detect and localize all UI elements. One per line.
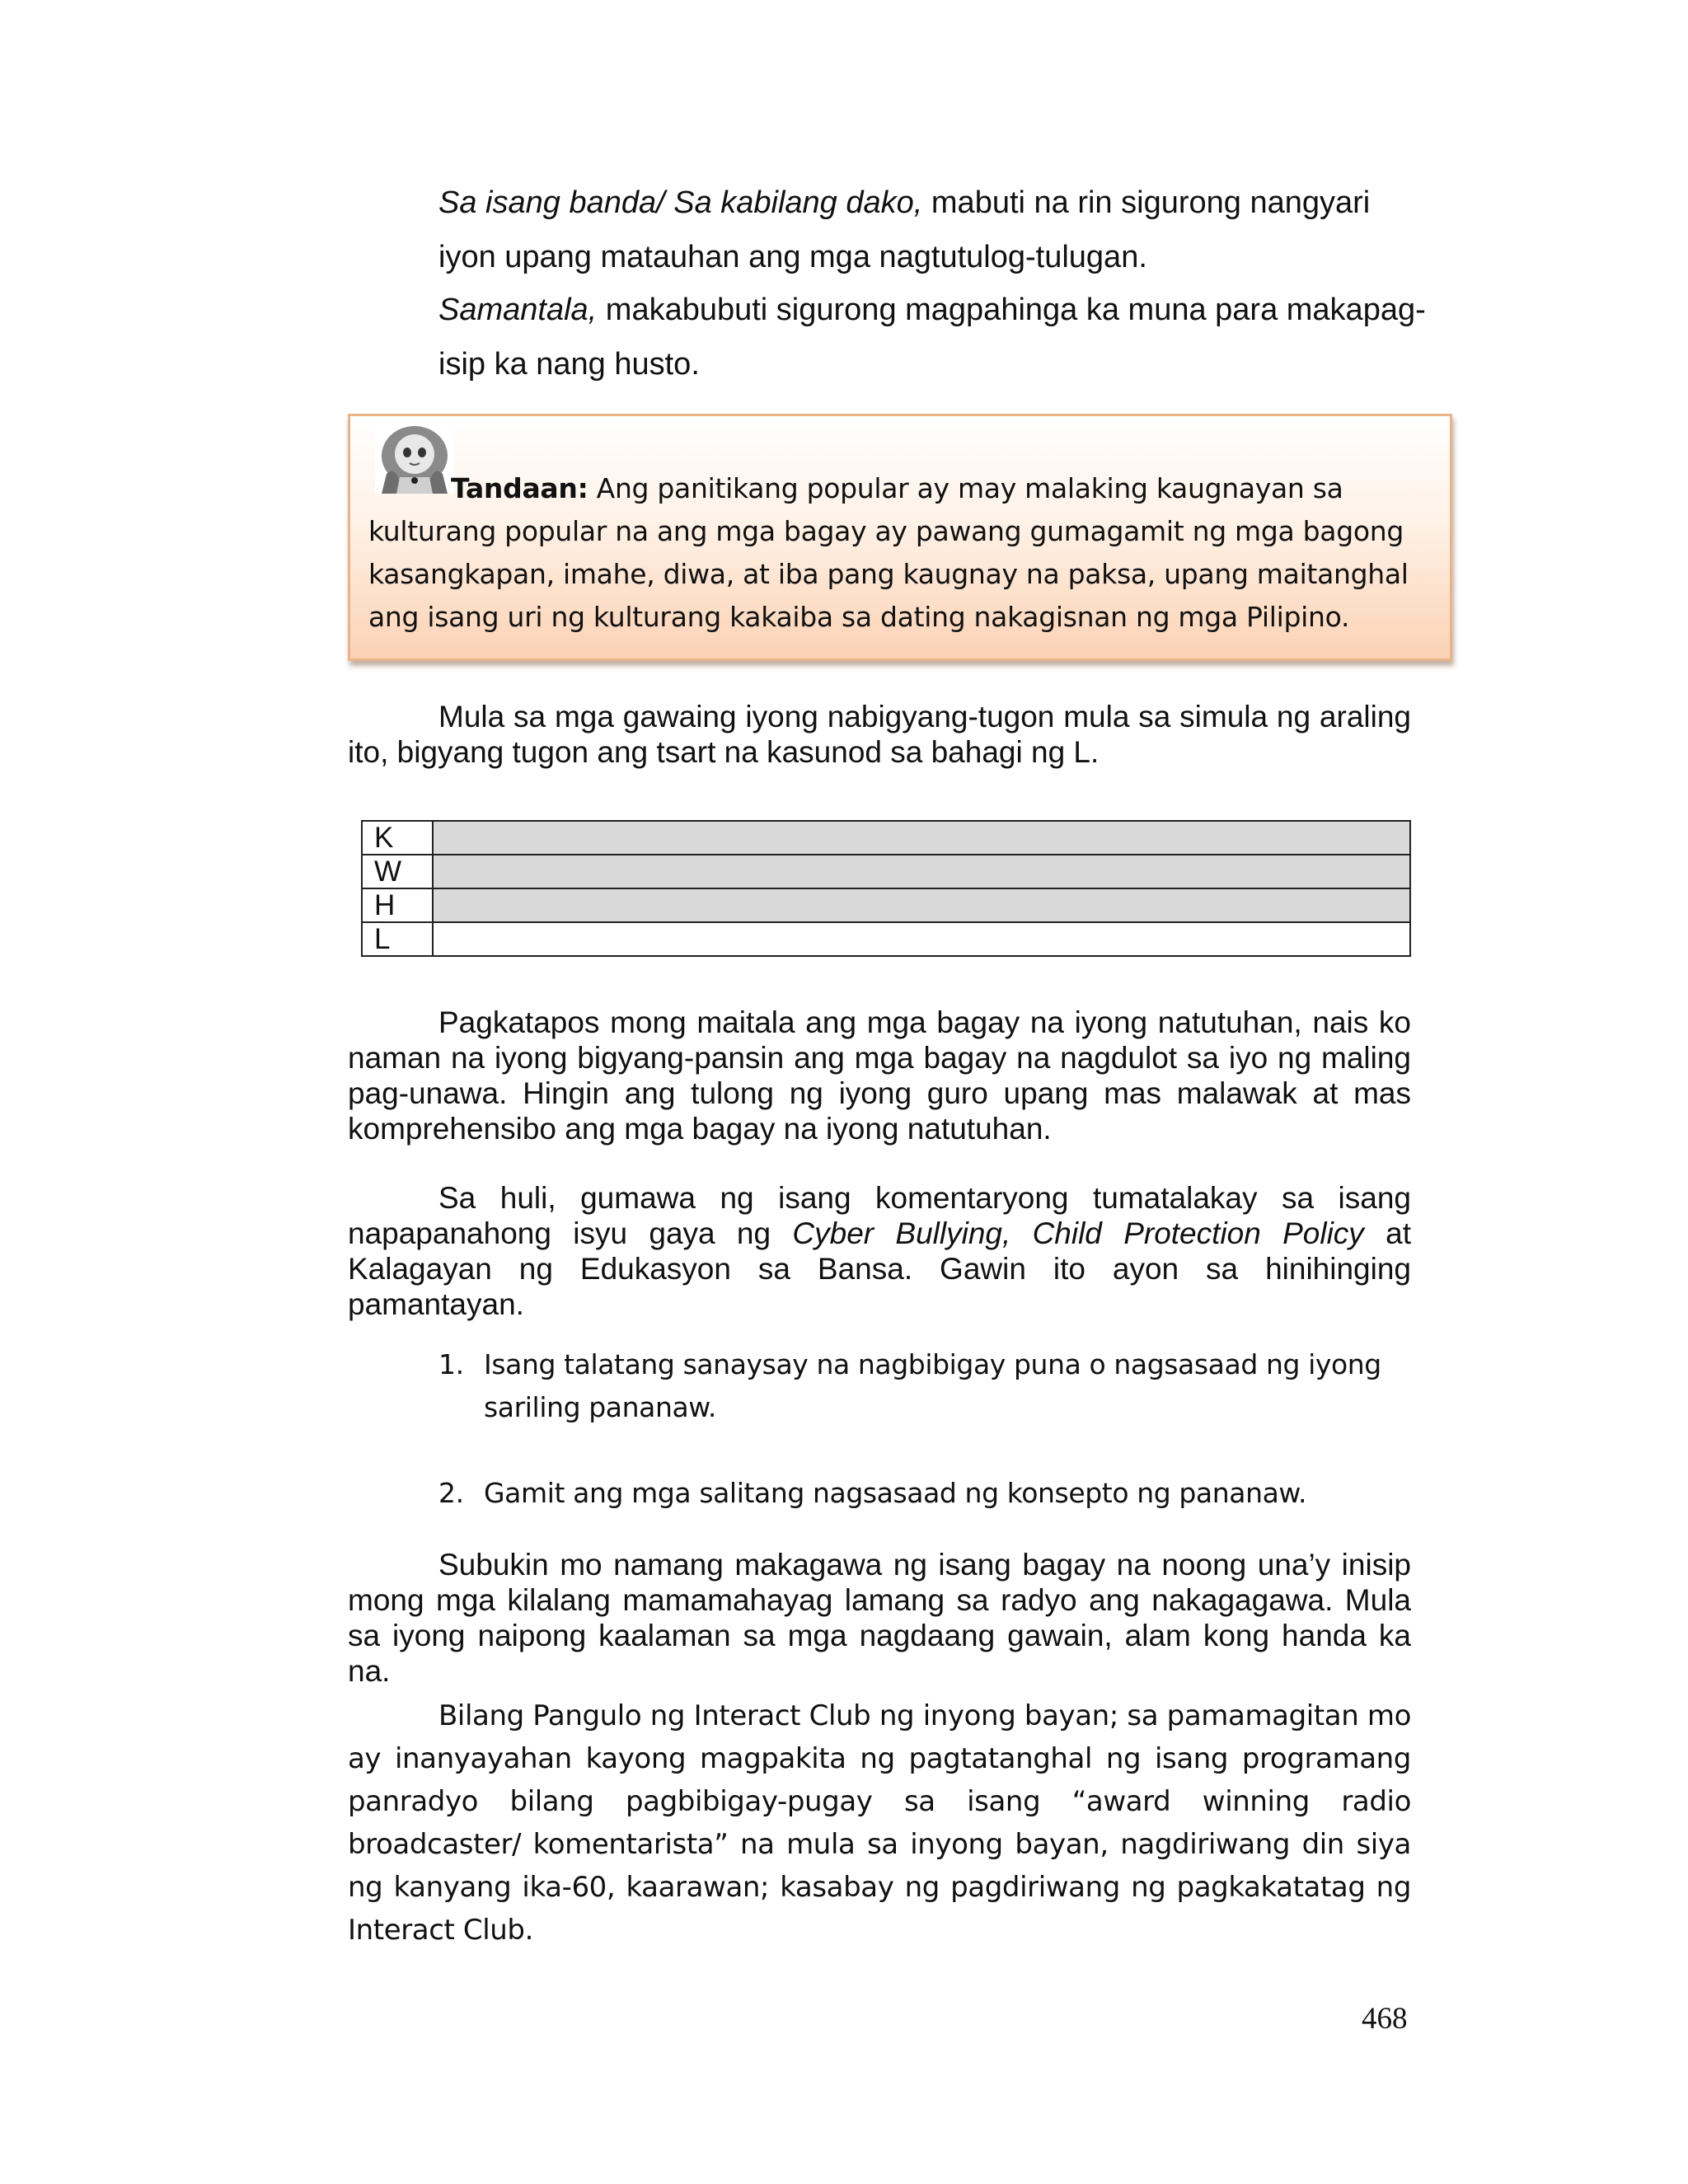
- paragraph-sa-huli-text-1: Sa huli, gumawa ng isang komentaryong tumatalakay sa isang napapanahong isyu gaya ng: [348, 1181, 1411, 1250]
- paragraph-mula: [348, 699, 1411, 770]
- paragraph-subukin: [348, 1547, 1411, 1689]
- tandaan-line-1: [368, 467, 1440, 510]
- list-item-2-number: 2.: [438, 1477, 464, 1509]
- intro-line-3: [438, 293, 1426, 328]
- paragraph-subukin-text: Subukin mo namang makagawa ng isang bagay na noong una’y inisip mong mga kilalang mamamahayag lamang sa radyo ang nakagagawa. Mula sa iyong naipong kaalaman sa mga nagdaang gawain, alam kong handa ka na.: [348, 1548, 1411, 1688]
- intro-line-1-italic: Sa isang banda/ Sa kabilang dako,: [438, 185, 923, 220]
- tandaan-label: Tandaan:: [451, 472, 588, 504]
- kwhl-chart: [361, 820, 1411, 957]
- kwhl-cell-k: [433, 821, 1410, 855]
- paragraph-mula-text: Mula sa mga gawaing iyong nabigyang-tugon mula sa simula ng araling ito, bigyang tugon ang tsart na kasunod sa bahagi ng L.: [348, 700, 1411, 769]
- kwhl-label-w: W: [362, 855, 433, 888]
- paragraph-sa-huli-text-2: at Kalagayan ng Edukasyon sa Bansa. Gawin ito ayon sa hinihinging pamantayan.: [348, 1216, 1411, 1321]
- kwhl-label-k: K: [362, 821, 433, 855]
- kwhl-label-h: H: [362, 888, 433, 922]
- intro-line-3-italic: Samantala,: [438, 293, 598, 327]
- paragraph-sa-huli: [348, 1180, 1411, 1322]
- list-item-2-text: Gamit ang mga salitang nagsasaad ng konsepto ng pananaw.: [484, 1477, 1307, 1509]
- list-item-1-number: 1.: [438, 1348, 464, 1380]
- tandaan-text: [368, 467, 1440, 639]
- tandaan-line-1-text: Ang panitikang popular ay may malaking kaugnayan sa: [596, 472, 1343, 504]
- paragraph-pagkatapos: [348, 1005, 1411, 1146]
- paragraph-sa-huli-italic: Cyber Bullying, Child Protection Policy: [792, 1216, 1364, 1250]
- kwhl-row-w: [362, 855, 1410, 888]
- paragraph-bilang-pangulo-text: Bilang Pangulo ng Interact Club ng inyong bayan; sa pamamagitan mo ay inanyayahan kayong magpakita ng pagtatanghal ng isang programang panradyo bilang pagbibigay-pugay sa isang “award winning radio broadcaster/ komentarista” na mula sa inyong bayan, nagdiriwang din siya ng kanyang ika-60, kaarawan; kasabay ng pagdiriwang ng pagkakatatag ng Interact Club.: [348, 1699, 1411, 1947]
- tandaan-box: [348, 414, 1452, 661]
- intro-line-1: [438, 186, 1411, 221]
- tandaan-line-2: kulturang popular na ang mga bagay ay pawang gumagamit ng mga bagong: [368, 515, 1404, 547]
- kwhl-row-k: [362, 821, 1410, 855]
- intro-line-1-text: mabuti na rin sigurong nangyari: [922, 185, 1371, 220]
- kwhl-cell-h: [433, 888, 1410, 922]
- kwhl-row-l: [362, 922, 1410, 956]
- paragraph-bilang-pangulo: [348, 1694, 1411, 1952]
- tandaan-line-3: kasangkapan, imahe, diwa, at iba pang kaugnay na paksa, upang maitanghal: [368, 558, 1409, 590]
- intro-line-3-text: makabubuti sigurong magpahinga ka muna para makapag-: [597, 293, 1426, 327]
- kwhl-cell-w: [433, 855, 1410, 888]
- intro-line-2: iyon upang matauhan ang mga nagtutulog-tulugan.: [438, 240, 1147, 274]
- intro-line-4: isip ka nang husto.: [438, 347, 700, 382]
- kwhl-label-l: L: [362, 922, 433, 956]
- kwhl-cell-l: [433, 922, 1410, 956]
- paragraph-pagkatapos-text: Pagkatapos mong maitala ang mga bagay na iyong natutuhan, nais ko naman na iyong bigyang-pansin ang mga bagay na nagdulot sa iyo ng maling pag-unawa. Hingin ang tulong ng iyong guro upang mas malawak at mas komprehensibo ang mga bagay na iyong natutuhan.: [348, 1005, 1411, 1146]
- kwhl-row-h: [362, 888, 1410, 922]
- tandaan-line-4: ang isang uri ng kulturang kakaiba sa dating nakagisnan ng mga Pilipino.: [368, 601, 1350, 633]
- list-item-1-text: Isang talatang sanaysay na nagbibigay puna o nagsasaad ng iyong sariling pananaw.: [484, 1348, 1381, 1423]
- page-number: 468: [1362, 2002, 1408, 2036]
